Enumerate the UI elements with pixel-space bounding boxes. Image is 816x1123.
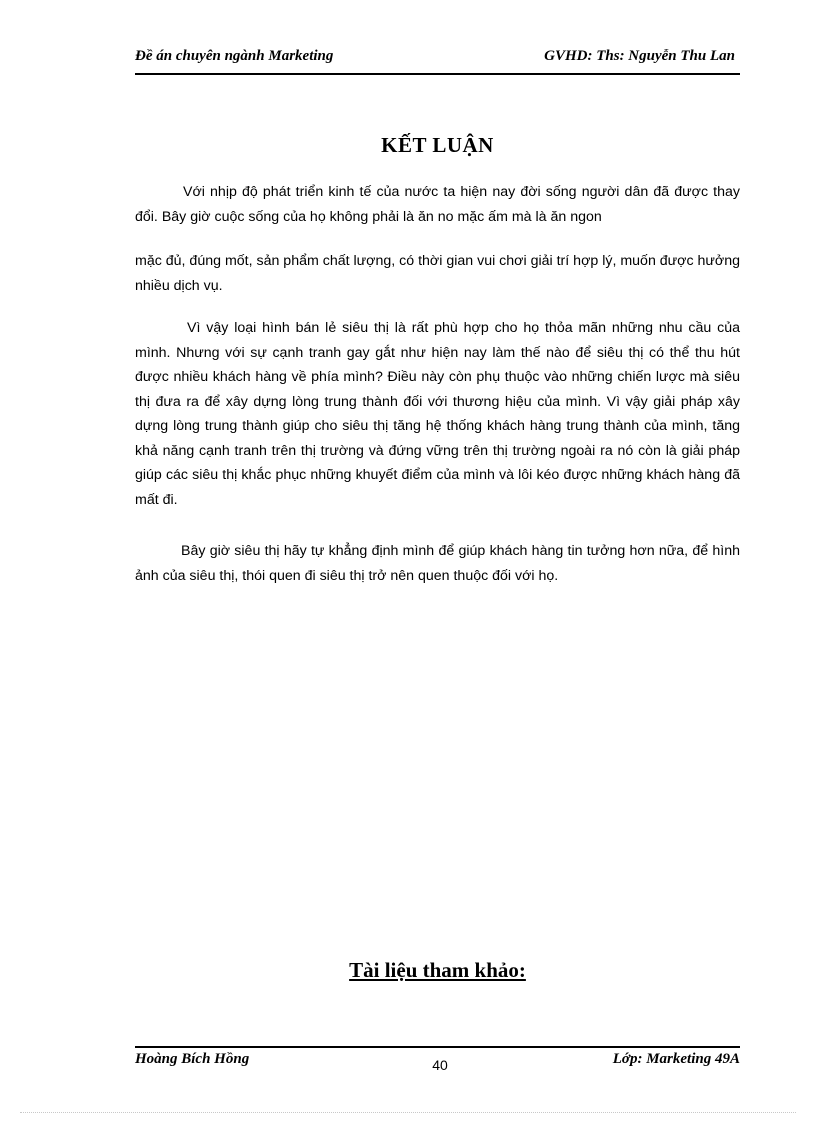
page-header [135,48,740,70]
paragraph-3 [135,539,740,588]
header-project-title: Đề án chuyên ngành Marketing [135,48,334,64]
header-rule [135,73,740,75]
paragraph-1-text: Với nhịp độ phát triển kinh tế của nước ta hiện nay đời sống người dân đã được thay đổi. Bây giờ cuộc sống của họ không phải là ăn no mặc ấm mà là ăn ngon [135,184,740,225]
page-edge-divider [20,1112,796,1113]
footer-class: Lớp: Marketing 49A [612,1051,740,1067]
paragraph-2-text: Vì vậy loại hình bán lẻ siêu thị là rất phù hợp cho họ thỏa mãn những nhu cầu của mình. Nhưng với sự cạnh tranh gay gắt như hiện nay làm thế nào để siêu thị có thể thu hút được nhiều khách hàng về phía mình? Điều này còn phụ thuộc vào những chiến lược mà siêu thị đưa ra để xây dựng lòng trung thành đối với thương hiệu của mình. Vì vậy giải pháp xây dựng lòng trung thành giúp cho siêu thị tăng hệ thống khách hàng trung thành của mình, tăng khả năng cạnh tranh trên thị trường và đứng vững trên thị trường ngoài ra nó còn là giải pháp giúp các siêu thị khắc phục những khuyết điểm của mình và lôi kéo được những khách hàng đã mất đi. [135,320,740,508]
references-heading: Tài liệu tham khảo: [349,958,526,982]
paragraph-1-continued-text: mặc đủ, đúng mốt, sản phẩm chất lượng, có thời gian vui chơi giải trí hợp lý, muốn được hưởng nhiều dịch vụ. [135,253,740,294]
header-supervisor: GVHD: Ths: Nguyễn Thu Lan [544,48,735,64]
page-title: KẾT LUẬN [381,133,494,157]
paragraph-2 [135,316,740,512]
paragraph-1-continued [135,249,740,298]
page-footer [135,1051,740,1073]
footer-rule [135,1046,740,1048]
page-number: 40 [432,1057,448,1073]
paragraph-3-text: Bây giờ siêu thị hãy tự khẳng định mình để giúp khách hàng tin tưởng hơn nữa, để hình ảnh của siêu thị, thói quen đi siêu thị trở nên quen thuộc đối với họ. [135,543,740,584]
footer-author: Hoàng Bích Hồng [135,1051,250,1067]
paragraph-1 [135,180,740,229]
